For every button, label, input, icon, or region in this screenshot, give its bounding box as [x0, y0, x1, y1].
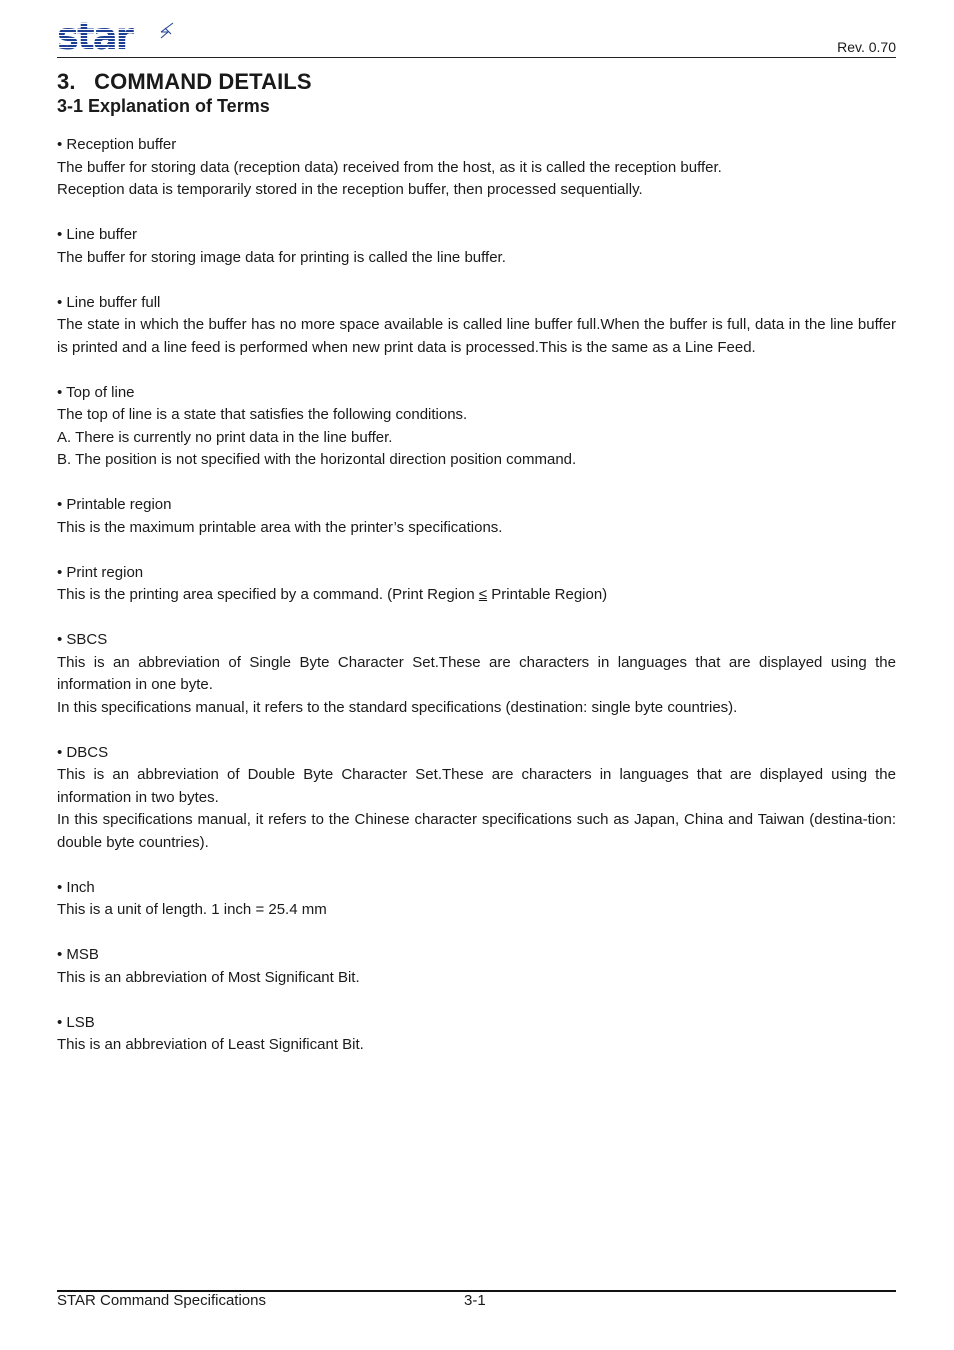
- less-or-equal-symbol: ≤: [478, 586, 488, 603]
- term-line-buffer: [57, 224, 896, 269]
- term-dbcs: [57, 742, 896, 855]
- term-description: In this specifications manual, it refers to the standard specifications (destination: single byte countries).: [57, 698, 738, 716]
- term-description: [57, 584, 896, 607]
- term-description: The top of line is a state that satisfies the following conditions.: [57, 406, 468, 423]
- footer-document-title: STAR Command Specifications: [57, 1292, 266, 1309]
- term-title: • MSB: [57, 946, 99, 963]
- term-title: • DBCS: [57, 743, 109, 761]
- term-title: • LSB: [57, 1013, 95, 1031]
- term-description: This is the maximum printable area with the printer’s specifications.: [57, 518, 503, 536]
- term-sbcs: [57, 629, 896, 719]
- term-description: This is an abbreviation of Least Significant Bit.: [57, 1036, 364, 1053]
- term-description: This is a unit of length. 1 inch = 25.4 mm: [57, 901, 327, 918]
- header-divider: [57, 57, 896, 58]
- term-description: In this specifications manual, it refers to the Chinese character specifications such as Japan, China and Taiwan (destina-tion: double byte countries).: [57, 811, 896, 851]
- term-title: • Top of line: [57, 383, 135, 401]
- term-print-region: [57, 562, 896, 607]
- term-title: • Printable region: [57, 496, 172, 513]
- term-title: • Print region: [57, 563, 144, 581]
- term-condition-a: A. There is currently no print data in the line buffer.: [57, 428, 393, 446]
- term-msb: [57, 944, 896, 989]
- section-title: 3-1 Explanation of Terms: [57, 96, 270, 116]
- term-description: This is an abbreviation of Most Significant Bit.: [57, 968, 360, 986]
- term-description: This is an abbreviation of Single Byte Character Set.These are characters in languages that are displayed using the information in one byte.: [57, 653, 896, 693]
- term-title: • Inch: [57, 878, 95, 896]
- term-condition-b: B. The position is not specified with the horizontal direction position command.: [57, 451, 577, 468]
- logo-star-icon: [161, 23, 173, 38]
- term-lsb: [57, 1012, 896, 1057]
- term-reception-buffer: [57, 134, 896, 202]
- chapter-title: 3. COMMAND DETAILS: [57, 69, 312, 94]
- term-description: The state in which the buffer has no more space available is called line buffer full.When the buffer is full, data in the line buffer is printed and a line feed is performed when new print data is processed.This is the same as a Line Feed.: [57, 316, 896, 356]
- term-description: The buffer for storing image data for printing is called the line buffer.: [57, 248, 506, 266]
- term-inch: [57, 877, 896, 922]
- term-description: This is an abbreviation of Double Byte Character Set.These are characters in languages that are displayed using the information in two bytes.: [57, 766, 896, 806]
- revision-label: Rev. 0.70: [837, 39, 896, 55]
- terms-list: [57, 134, 896, 1079]
- term-description: The buffer for storing data (reception data) received from the host, as it is called the reception buffer.: [57, 158, 722, 176]
- term-printable-region: [57, 494, 896, 539]
- term-top-of-line: [57, 382, 896, 472]
- term-title: • Line buffer: [57, 226, 138, 243]
- term-title: • Reception buffer: [57, 136, 177, 153]
- footer-page-number: 3-1: [464, 1292, 486, 1309]
- term-title: • SBCS: [57, 631, 108, 648]
- star-logo: [57, 18, 175, 54]
- term-description: Reception data is temporarily stored in the reception buffer, then processed sequentially.: [57, 181, 643, 198]
- term-line-buffer-full: [57, 292, 896, 360]
- term-description-end: Printable Region): [487, 586, 608, 603]
- logo-wordmark: star: [57, 18, 132, 54]
- term-title: • Line buffer full: [57, 293, 161, 311]
- term-description-start: This is the printing area specified by a command. (Print Region: [57, 586, 479, 603]
